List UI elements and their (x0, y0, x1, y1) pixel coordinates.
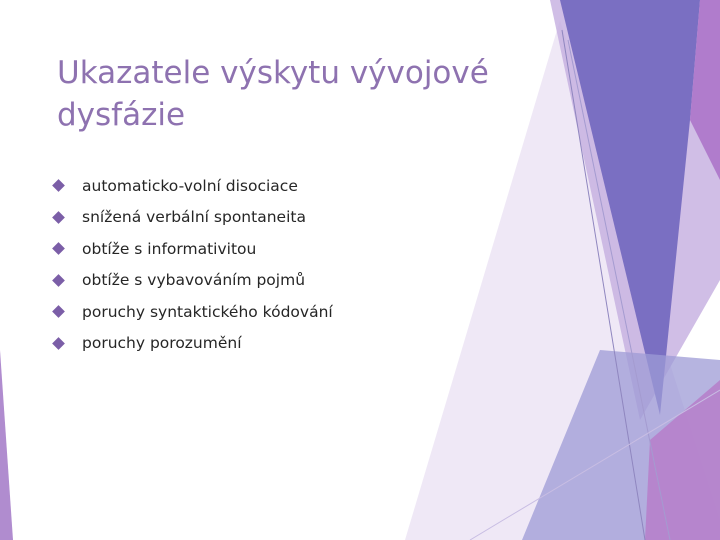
bullet-text: obtíže s informativitou (82, 239, 257, 258)
list-item (52, 265, 512, 297)
diamond-bullet-icon (52, 305, 65, 318)
diamond-bullet-icon (52, 337, 65, 350)
bullet-text: obtíže s vybavováním pojmů (82, 271, 306, 290)
bullet-text: automaticko-volní disociace (82, 176, 298, 195)
diamond-bullet-icon (52, 211, 65, 224)
bullet-text: snížená verbální spontaneita (82, 208, 306, 227)
slide-title: Ukazatele výskytu vývojové dysfázie (57, 55, 489, 133)
bullet-text: poruchy porozumění (82, 334, 242, 353)
diamond-bullet-icon (52, 179, 65, 192)
bullet-text: poruchy syntaktického kódování (82, 302, 333, 321)
list-item (52, 202, 512, 234)
list-item (52, 328, 512, 360)
diamond-bullet-icon (52, 242, 65, 255)
left-accent-shape (0, 350, 13, 540)
list-item (52, 296, 512, 328)
list-item (52, 233, 512, 265)
list-item (52, 170, 512, 202)
diamond-bullet-icon (52, 274, 65, 287)
bullet-list (52, 170, 512, 359)
